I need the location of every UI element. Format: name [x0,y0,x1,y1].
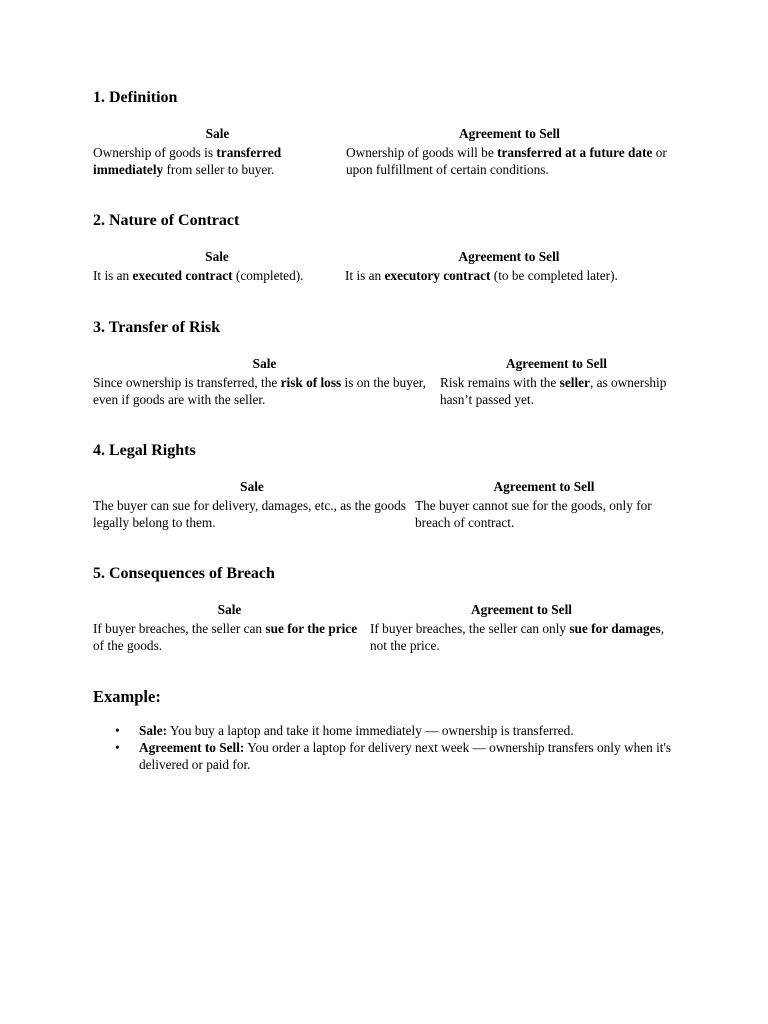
agreement-column-header: Agreement to Sell [458,249,560,264]
sale-column-header: Sale [252,356,277,371]
text-span: of the goods. [93,638,163,653]
example-list [93,722,683,773]
section-5-comparison-table [93,601,673,654]
agreement-description [366,620,673,654]
section-3-comparison-table [93,355,673,408]
sale-description [93,620,366,654]
bullet-icon: • [115,723,120,738]
sale-column-header: Sale [205,126,230,141]
emphasis-text: executory contract [384,268,491,283]
text-span: It is an [93,268,133,283]
sale-description [93,497,411,531]
example-item-sale [93,722,683,739]
text-span: Ownership of goods is [93,145,217,160]
agreement-column-header: Agreement to Sell [471,602,572,617]
text-span: (to be completed later). [490,268,618,283]
text-span: , as ownership hasn’t passed yet. [440,375,667,407]
section-2-heading: 2. Nature of Contract [93,212,240,229]
example-text: You order a laptop for delivery next week — ownership transfers only when it's delivered or paid for. [139,740,672,772]
text-span: If buyer breaches, the seller can only [370,621,570,636]
agreement-column-header: Agreement to Sell [506,356,607,371]
sale-column-header: Sale [240,479,264,494]
section-1-comparison-table [93,125,673,178]
text-span: The buyer can sue for delivery, damages, etc., as the goods legally belong to them. [93,498,406,530]
emphasis-text: risk of loss [280,375,342,390]
agreement-description [411,497,673,531]
agreement-description [342,144,673,178]
example-text: You buy a laptop and take it home immediately — ownership is transferred. [167,723,574,738]
example-label: Agreement to Sell: [139,740,245,755]
text-span: Since ownership is transferred, the [93,375,281,390]
text-span: The buyer cannot sue for the goods, only for breach of contract. [415,498,652,530]
text-span: If buyer breaches, the seller can [93,621,266,636]
text-span: Risk remains with the [440,375,560,390]
sale-column-header: Sale [217,602,242,617]
agreement-description [436,374,673,408]
section-1-heading: 1. Definition [93,89,178,106]
sale-column-header: Sale [205,249,229,264]
text-span: from seller to buyer. [163,162,275,177]
agreement-column-header: Agreement to Sell [493,479,595,494]
text-span: Ownership of goods will be [346,145,498,160]
bullet-icon: • [115,740,120,755]
emphasis-text: transferred at a future date [497,145,653,160]
text-span: It is an [345,268,385,283]
sale-description [93,144,342,178]
agreement-description [341,267,673,284]
text-span: (completed). [232,268,304,283]
section-3-heading: 3. Transfer of Risk [93,319,221,336]
section-4-comparison-table [93,478,673,531]
text-span: , not the price. [370,621,665,653]
sale-description [93,374,436,408]
agreement-column-header: Agreement to Sell [459,126,560,141]
emphasis-text: executed contract [132,268,233,283]
text-span: or upon fulfillment of certain conditions. [346,145,667,177]
text-span: is on the buyer, even if goods are with the seller. [93,375,426,407]
sale-description [93,267,341,284]
emphasis-text: sue for damages [569,621,661,636]
emphasis-text: seller [559,375,590,390]
section-4-heading: 4. Legal Rights [93,442,196,459]
section-2-comparison-table [93,248,673,284]
emphasis-text: sue for the price [265,621,358,636]
example-heading: Example: [93,687,161,706]
example-item-agreement [93,739,683,773]
emphasis-text: transferred immediately [93,145,282,177]
section-5-heading: 5. Consequences of Breach [93,565,275,582]
example-label: Sale: [139,723,168,738]
